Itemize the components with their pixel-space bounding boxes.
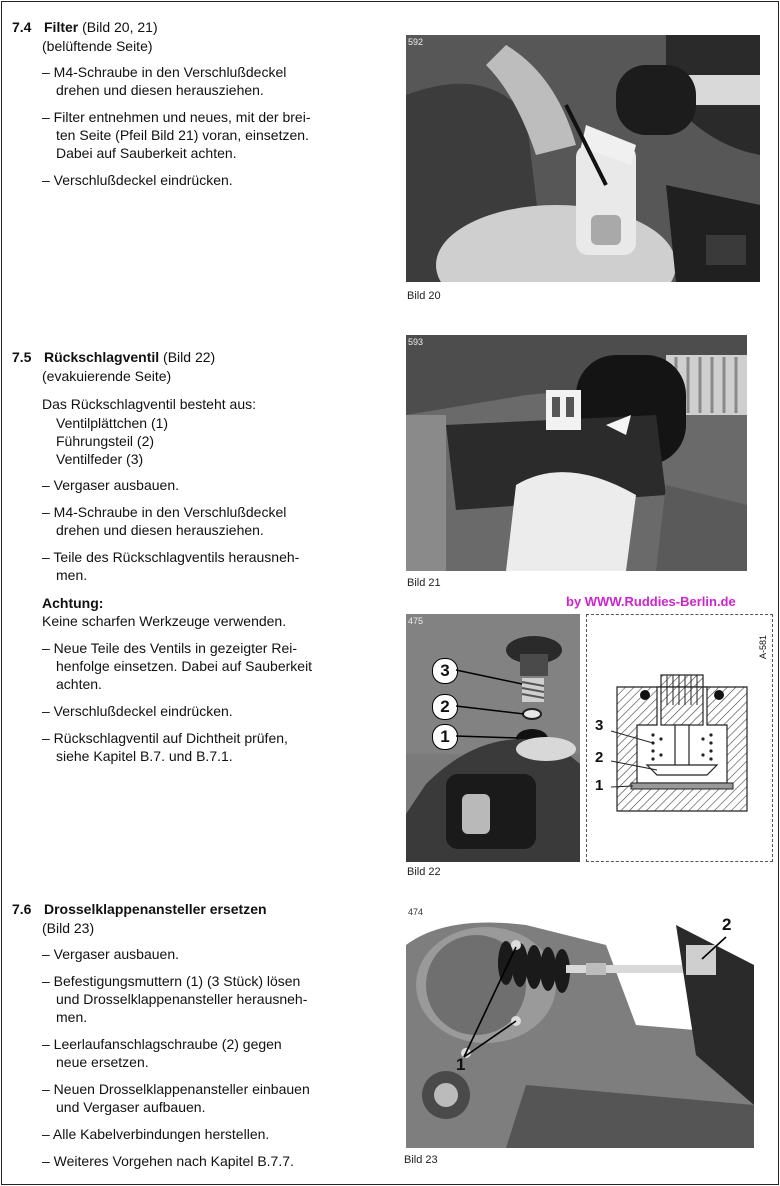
step-item: [42, 548, 299, 584]
parts-list: [56, 414, 168, 468]
diagram-code: A-581: [758, 635, 768, 660]
step-item: [42, 476, 299, 494]
photo-code: 475: [408, 616, 424, 626]
diagram-label-3: 3: [595, 717, 604, 734]
step-item: [42, 1125, 310, 1143]
bild-21-caption: Bild 21: [407, 577, 441, 589]
source-credit: by WWW.Ruddies-Berlin.de: [566, 594, 736, 609]
step-line: – Neuen Drosselklappenansteller einbauen: [42, 1081, 310, 1097]
step-item: [42, 1080, 310, 1116]
bild-22-caption: Bild 22: [407, 866, 441, 878]
step-line: drehen und diesen herausziehen.: [56, 522, 264, 538]
step-line: – Filter entnehmen und neues, mit der brei-: [42, 109, 311, 125]
section-subtitle: (belüftende Seite): [42, 38, 153, 54]
step-line: – Weiteres Vorgehen nach Kapitel B.7.7.: [42, 1153, 294, 1169]
photo-callout-2: 2: [432, 694, 458, 720]
step-line: – Vergaser ausbauen.: [42, 946, 179, 962]
step-line: und Vergaser aufbauen.: [56, 1099, 206, 1115]
step-line: drehen und diesen herausziehen.: [56, 82, 264, 98]
step-item: [42, 1035, 310, 1071]
section-7-4-steps: [42, 63, 310, 189]
diagram-label-1: 1: [595, 777, 604, 794]
bild-21-photo: [406, 335, 747, 571]
photo-code: 593: [408, 337, 424, 347]
step-line: – Rückschlagventil auf Dichtheit prüfen,: [42, 730, 288, 746]
warning-text: Keine scharfen Werkzeuge verwenden.: [42, 613, 287, 629]
step-line: – Vergaser ausbauen.: [42, 477, 179, 493]
step-line: – Verschlußdeckel eindrücken.: [42, 703, 233, 719]
step-line: – Befestigungsmuttern (1) (3 Stück) lösen: [42, 973, 301, 989]
bild-20-caption: Bild 20: [407, 290, 441, 302]
section-number: 7.4: [12, 19, 32, 35]
photo-code: 474: [408, 907, 424, 917]
section-subtitle: (Bild 23): [42, 920, 95, 936]
section-7-5-heading: [12, 348, 215, 366]
section-intro: Das Rückschlagventil besteht aus:: [42, 396, 256, 412]
step-line: – Neue Teile des Ventils in gezeigter Rei-: [42, 640, 298, 656]
step-item: [42, 702, 312, 720]
step-item: [42, 729, 312, 765]
photo-callout-1: 1: [432, 724, 458, 750]
step-line: Dabei auf Sauberkeit achten.: [56, 145, 237, 161]
bild-22-diagram: [586, 614, 773, 862]
photo-callout-2: 2: [722, 915, 732, 934]
step-line: ten Seite (Pfeil Bild 21) voran, einsetzen.: [56, 127, 309, 143]
section-7-5-steps-1: [42, 476, 299, 584]
step-line: men.: [56, 567, 88, 583]
section-subtitle: (evakuierende Seite): [42, 368, 172, 384]
part-item: Führungsteil (2): [56, 433, 155, 449]
section-number: 7.6: [12, 901, 32, 917]
bild-23-photo: [406, 905, 754, 1148]
section-7-6-steps: [42, 945, 310, 1170]
section-ref: (Bild 20, 21): [78, 19, 158, 35]
section-title: Filter: [44, 19, 79, 35]
step-line: henfolge einsetzen. Dabei auf Sauberkeit: [56, 658, 313, 674]
step-line: – M4-Schraube in den Verschlußdeckel: [42, 504, 287, 520]
section-title: Drosselklappenansteller ersetzen: [44, 901, 267, 917]
section-ref: (Bild 22): [159, 349, 216, 365]
part-item: Ventilfeder (3): [56, 451, 144, 467]
step-line: – Verschlußdeckel eindrücken.: [42, 172, 233, 188]
bild-22-photo: [406, 614, 580, 862]
section-7-4-heading: [12, 18, 158, 36]
step-item: [42, 639, 312, 693]
step-line: men.: [56, 1009, 88, 1025]
photo-callout-3: 3: [432, 658, 458, 684]
step-line: – Alle Kabelverbindungen herstellen.: [42, 1126, 270, 1142]
section-7-6-heading: [12, 900, 267, 918]
step-line: und Drosselklappenansteller herausneh-: [56, 991, 308, 1007]
step-line: – M4-Schraube in den Verschlußdeckel: [42, 64, 287, 80]
step-item: [42, 503, 299, 539]
diagram-label-2: 2: [595, 749, 604, 766]
step-item: [42, 63, 310, 99]
step-item: [42, 1152, 310, 1170]
step-line: achten.: [56, 676, 102, 692]
bild-23-caption: Bild 23: [404, 1154, 438, 1166]
part-item: Ventilplättchen (1): [56, 415, 169, 431]
step-item: [42, 945, 310, 963]
photo-callout-1: 1: [456, 1055, 466, 1074]
step-line: neue ersetzen.: [56, 1054, 149, 1070]
step-item: [42, 972, 310, 1026]
section-7-5-steps-2: [42, 639, 312, 765]
warning-title: Achtung:: [42, 595, 104, 611]
photo-code: 592: [408, 37, 424, 47]
section-number: 7.5: [12, 349, 32, 365]
step-item: [42, 108, 310, 162]
bild-22-figure: [406, 614, 777, 862]
step-line: – Teile des Rückschlagventils herausneh-: [42, 549, 300, 565]
bild-20-photo: [406, 35, 760, 282]
step-line: siehe Kapitel B.7. und B.7.1.: [56, 748, 233, 764]
step-item: [42, 171, 310, 189]
section-title: Rückschlagventil: [44, 349, 160, 365]
step-line: – Leerlaufanschlagschraube (2) gegen: [42, 1036, 282, 1052]
